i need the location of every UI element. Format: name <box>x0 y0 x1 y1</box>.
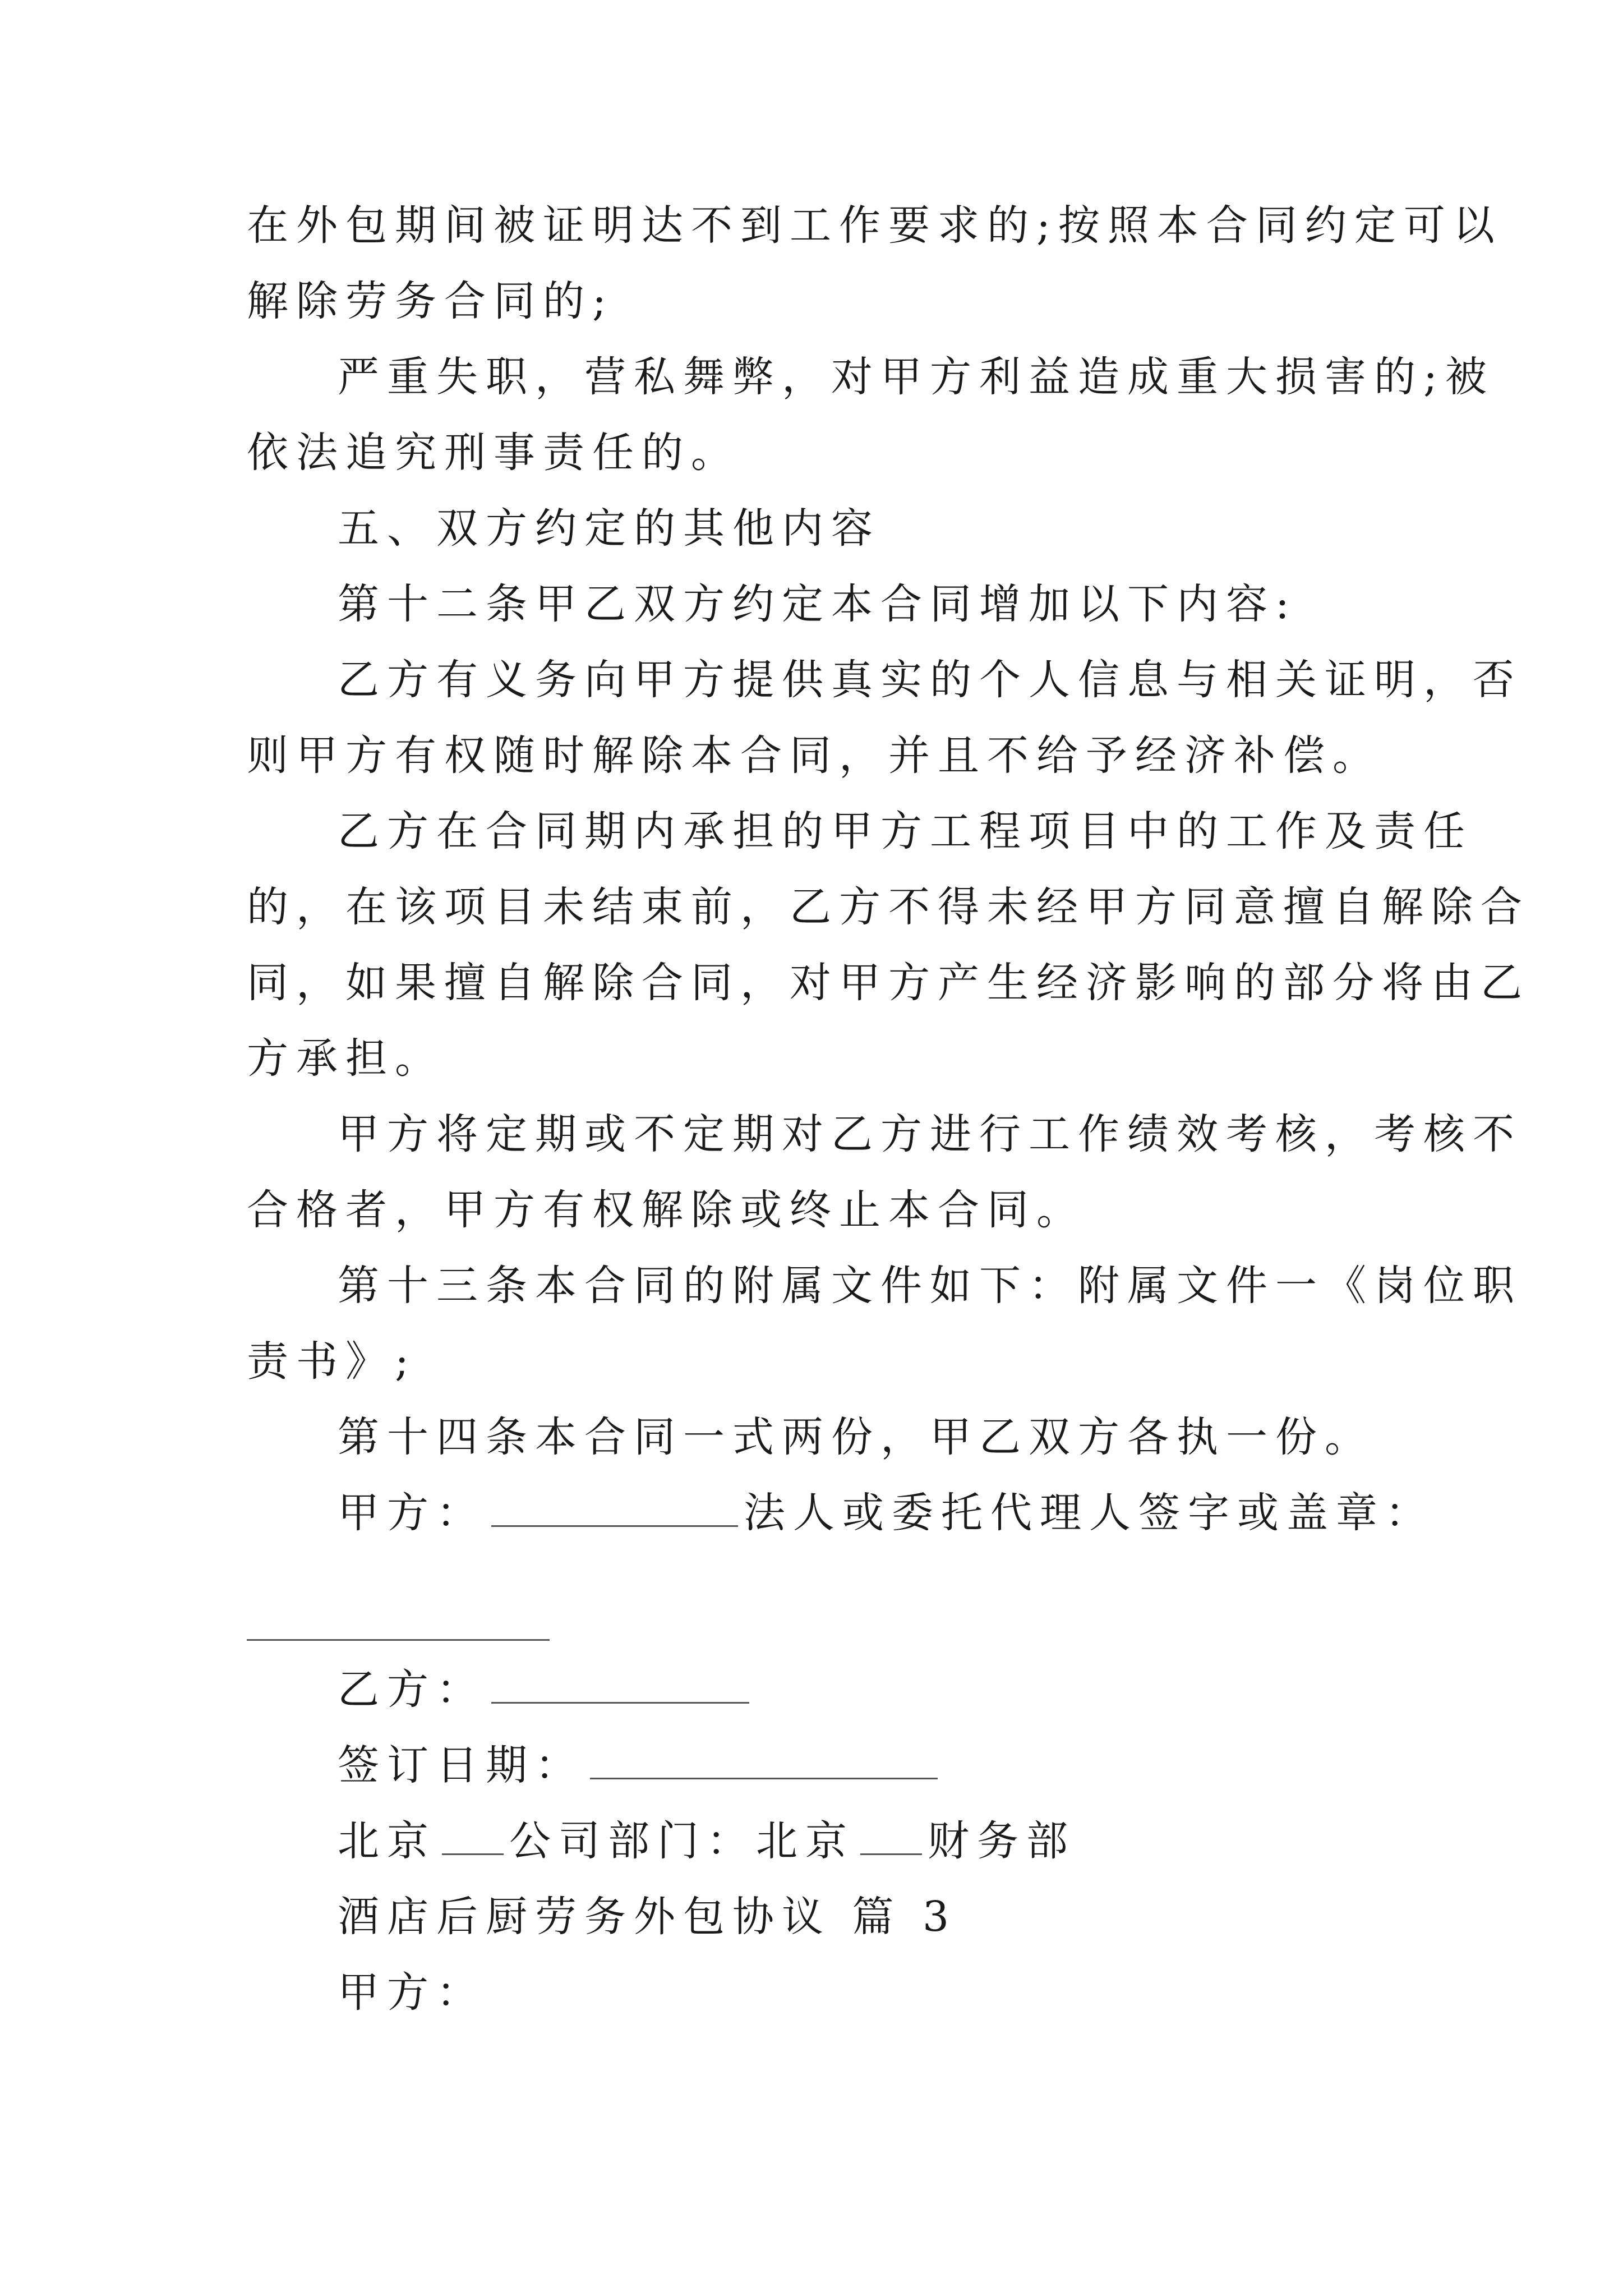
dept-part-3: 财务部 <box>928 1817 1076 1865</box>
proxy-label: 法人或委托代理人签字或盖章： <box>744 1489 1435 1537</box>
dept-blank <box>860 1814 922 1855</box>
date-blank <box>590 1738 938 1779</box>
party-a-blank <box>491 1486 738 1527</box>
party-a-signature-line <box>338 1485 1482 1541</box>
signing-date-line <box>338 1737 1482 1793</box>
section-heading: 五、双方约定的其他内容 <box>338 504 880 553</box>
dept-part-1: 北京 <box>338 1817 436 1865</box>
paragraph-line: 的，在该项目未结束前，乙方不得未经甲方同意擅自解除合 <box>247 883 1530 931</box>
paragraph-line: 第十四条本合同一式两份，甲乙双方各执一份。 <box>338 1413 1374 1461</box>
paragraph-line: 乙方有义务向甲方提供真实的个人信息与相关证明，否 <box>338 656 1522 704</box>
date-label: 签订日期： <box>338 1741 584 1789</box>
paragraph-line: 则甲方有权随时解除本合同，并且不给予经济补偿。 <box>247 731 1382 780</box>
company-blank <box>442 1814 504 1855</box>
party-b-label: 乙方： <box>338 1665 486 1714</box>
paragraph-line: 乙方在合同期内承担的甲方工程项目中的工作及责任 <box>338 807 1473 855</box>
paragraph-line: 解除劳务合同的; <box>247 277 614 325</box>
paragraph-line: 甲方将定期或不定期对乙方进行工作绩效考核，考核不 <box>338 1110 1522 1158</box>
next-party-a-label: 甲方： <box>338 1968 486 2017</box>
paragraph-line: 依法追究刑事责任的。 <box>247 429 740 477</box>
paragraph-line: 同，如果擅自解除合同，对甲方产生经济影响的部分将由乙 <box>247 959 1530 1007</box>
paragraph-line: 第十三条本合同的附属文件如下：附属文件一《岗位职 <box>338 1262 1522 1310</box>
paragraph-line: 严重失职，营私舞弊，对甲方利益造成重大损害的;被 <box>338 353 1495 401</box>
paragraph-line: 合格者，甲方有权解除或终止本合同。 <box>247 1186 1086 1234</box>
paragraph-line: 第十二条甲乙双方约定本合同增加以下内容: <box>338 580 1297 628</box>
dept-part-2: 公司部门：北京 <box>509 1817 855 1865</box>
party-a-label: 甲方： <box>338 1489 486 1537</box>
proxy-signature-blank <box>247 1639 550 1641</box>
next-section-title: 酒店后厨劳务外包协议 篇 3 <box>338 1893 957 1941</box>
paragraph-line: 方承担。 <box>247 1034 444 1083</box>
paragraph-line: 责书》; <box>247 1337 417 1386</box>
party-b-signature-line <box>338 1662 1482 1718</box>
party-b-blank <box>491 1663 749 1704</box>
department-line <box>338 1813 1482 1869</box>
paragraph-line: 在外包期间被证明达不到工作要求的;按照本合同约定可以 <box>247 201 1502 250</box>
